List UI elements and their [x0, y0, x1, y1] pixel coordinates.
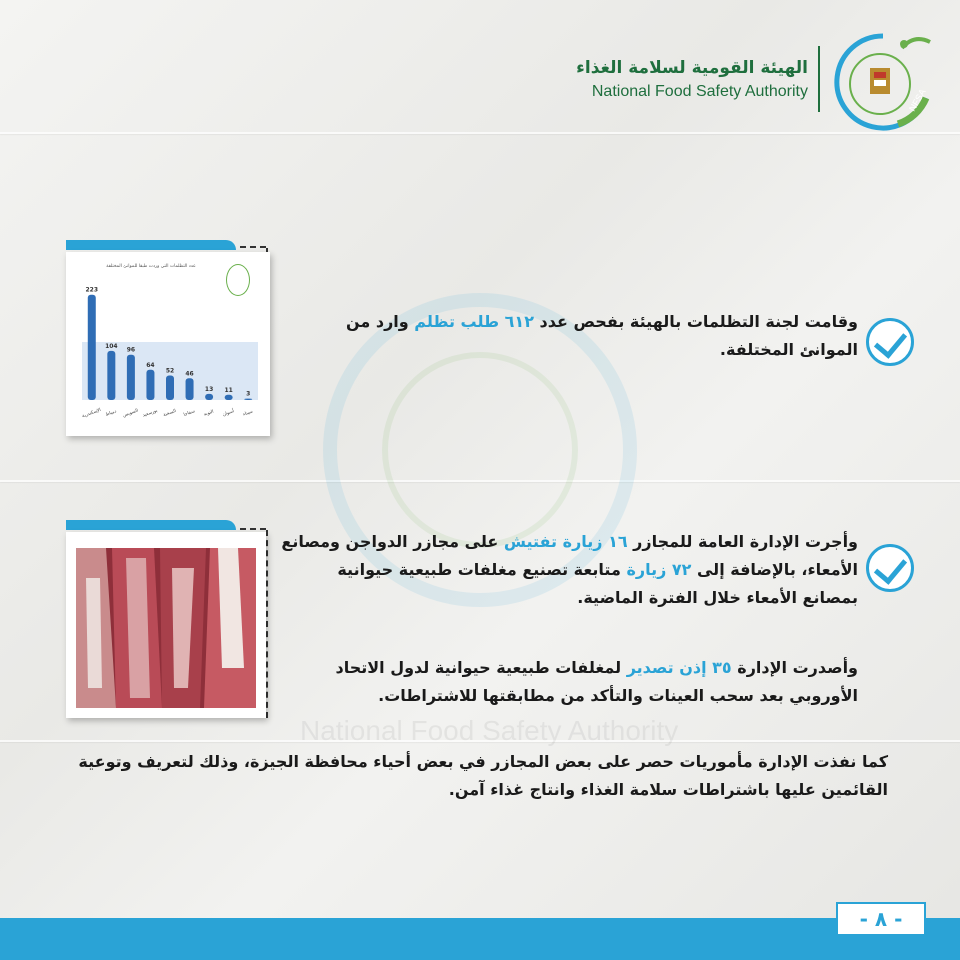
- chart-bar: [205, 394, 213, 400]
- complaints-chart: [66, 252, 270, 436]
- frame-dash: [240, 528, 266, 530]
- page-number: - ٨ -: [836, 902, 926, 936]
- frame-accent: [66, 520, 236, 530]
- chart-data-label: 52: [165, 367, 175, 375]
- text: وأجرت الإدارة العامة للمجازر: [627, 532, 858, 551]
- paragraph-inspections: [280, 528, 858, 612]
- chart-data-label: 46: [185, 370, 194, 378]
- chart-data-label: 104: [105, 342, 118, 350]
- chart-category-label: الإسكندرية: [81, 407, 102, 420]
- text: وقامت لجنة التظلمات بالهيئة بفحص عدد: [533, 312, 858, 331]
- text: متابعة تصنيع مغلفات طبيعية حيوانية بمصانع الأمعاء خلال الفترة الماضية.: [337, 560, 858, 607]
- paragraph-giza-missions: كما نفذت الإدارة مأموريات حصر على بعض المجازر في بعض أحياء محافظة الجيزة، وذلك لتعريف وتوعية القائمين عليها باشتراطات سلامة الغذاء وانتاج غذاء آمن.: [78, 752, 888, 799]
- text: لمغلفات طبيعية حيوانية لدول الاتحاد الأوروبي بعد سحب العينات والتأكد من مطابقتها للاشتراطات.: [335, 658, 858, 705]
- chart-bar: [88, 295, 96, 400]
- paragraph-export-permits: [280, 654, 858, 710]
- chart-title: عدد التظلمات التي وردت طبقا للموانئ المختلفة: [106, 264, 196, 269]
- chart-svg: [66, 252, 270, 436]
- brand-name-arabic: الهيئة القومية لسلامة الغذاء: [576, 58, 808, 78]
- chart-data-label: 223: [85, 286, 99, 294]
- nfsa-logo-icon: [828, 28, 938, 132]
- highlight-complaints-count: ٦١٢ طلب تظلم: [414, 312, 534, 331]
- chart-bar: [146, 370, 154, 400]
- text: وأصدرت الإدارة: [731, 658, 858, 677]
- chart-category-label: السويس: [122, 408, 140, 419]
- chart-category-label: السخنة: [162, 408, 177, 419]
- chart-category-label: دمياط: [104, 409, 118, 418]
- chart-data-label: 64: [146, 361, 155, 369]
- frame-accent: [66, 240, 236, 250]
- highlight-followup-visits: ٧٢ زيارة: [626, 560, 692, 579]
- chart-data-label: 13: [204, 385, 214, 393]
- checkmark-icon: [866, 318, 914, 366]
- chart-bar: [107, 351, 115, 400]
- chart-category-label: بورسعيد: [142, 408, 159, 419]
- chart-category-label: أسوان: [222, 409, 235, 418]
- highlight-export-permits: ٣٥ إذن تصدير: [626, 658, 732, 677]
- chart-category-label: سيناء: [242, 409, 254, 418]
- frame-dash: [266, 530, 268, 718]
- chart-bar: [166, 375, 174, 400]
- meat-carcass-photo: [76, 548, 256, 708]
- paragraph-complaints: [290, 308, 858, 364]
- highlight-inspection-visits: ١٦ زيارة تفتيش: [503, 532, 628, 551]
- chart-bar: [225, 395, 233, 400]
- watermark-text: National Food Safety Authority: [300, 715, 679, 746]
- logo-text: NFSA: [907, 87, 928, 113]
- chart-category-label: النوبة: [203, 409, 215, 418]
- chart-bar: [127, 355, 135, 400]
- chart-data-label: 11: [224, 386, 233, 394]
- chart-bar: [186, 378, 194, 400]
- text: وارد من الموانئ المختلفة.: [346, 312, 858, 359]
- chart-data-label: 96: [126, 346, 136, 354]
- chart-bar: [244, 399, 252, 400]
- chart-data-label: 3: [246, 390, 251, 398]
- header: [0, 28, 960, 138]
- frame-dash: [240, 246, 266, 248]
- text: على مجازر الدواجن ومصانع الأمعاء، بالإضافة إلى: [281, 532, 858, 579]
- checkmark-icon: [866, 544, 914, 592]
- brand-name-english: National Food Safety Authority: [591, 83, 808, 100]
- chart-category-label: سفاجا: [183, 409, 196, 418]
- footer-bar: [0, 918, 960, 960]
- brand-divider: [818, 46, 820, 112]
